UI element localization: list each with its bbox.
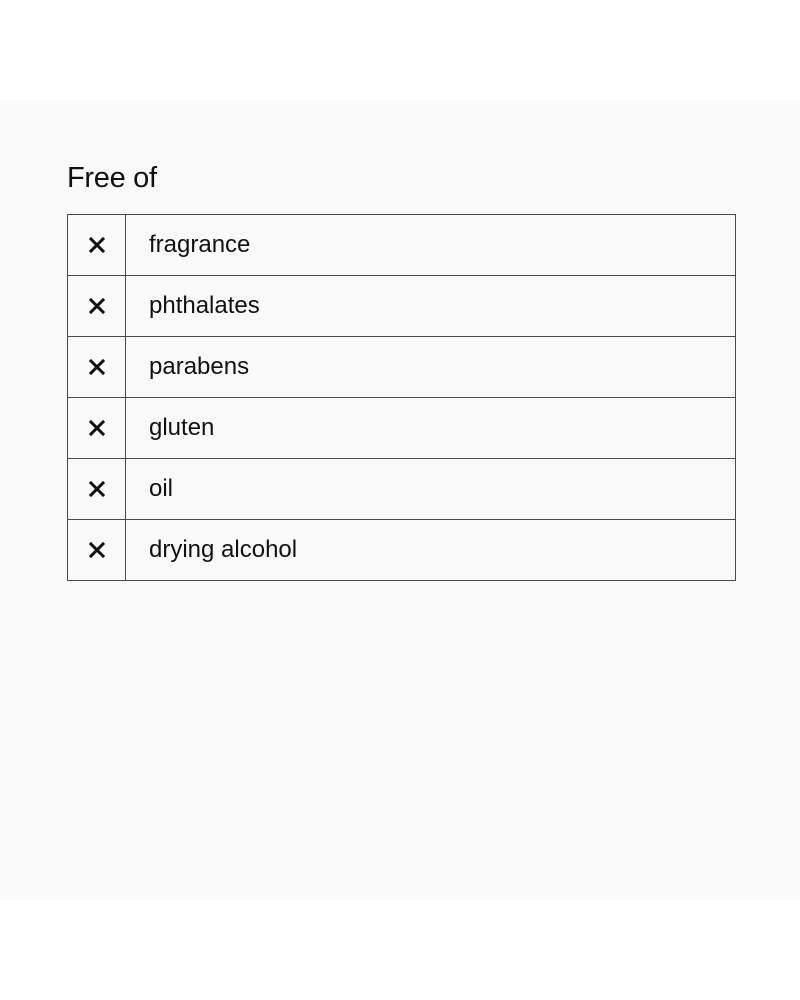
table-row (68, 398, 736, 459)
ingredient-label: fragrance (126, 215, 736, 276)
x-mark-icon (88, 236, 106, 254)
ingredient-label: parabens (126, 337, 736, 398)
x-mark-icon (88, 480, 106, 498)
mark-cell (68, 276, 126, 337)
table-row (68, 459, 736, 520)
table-row (68, 337, 736, 398)
x-mark-icon (88, 358, 106, 376)
free-of-table (67, 214, 736, 581)
x-mark-icon (88, 541, 106, 559)
table-row (68, 215, 736, 276)
ingredient-label: oil (126, 459, 736, 520)
mark-cell (68, 520, 126, 581)
mark-cell (68, 337, 126, 398)
ingredient-label: drying alcohol (126, 520, 736, 581)
x-mark-icon (88, 297, 106, 315)
table-row (68, 520, 736, 581)
table-row (68, 276, 736, 337)
ingredient-label: gluten (126, 398, 736, 459)
mark-cell (68, 215, 126, 276)
mark-cell (68, 398, 126, 459)
section-heading: Free of (67, 162, 157, 194)
x-mark-icon (88, 419, 106, 437)
ingredient-label: phthalates (126, 276, 736, 337)
mark-cell (68, 459, 126, 520)
